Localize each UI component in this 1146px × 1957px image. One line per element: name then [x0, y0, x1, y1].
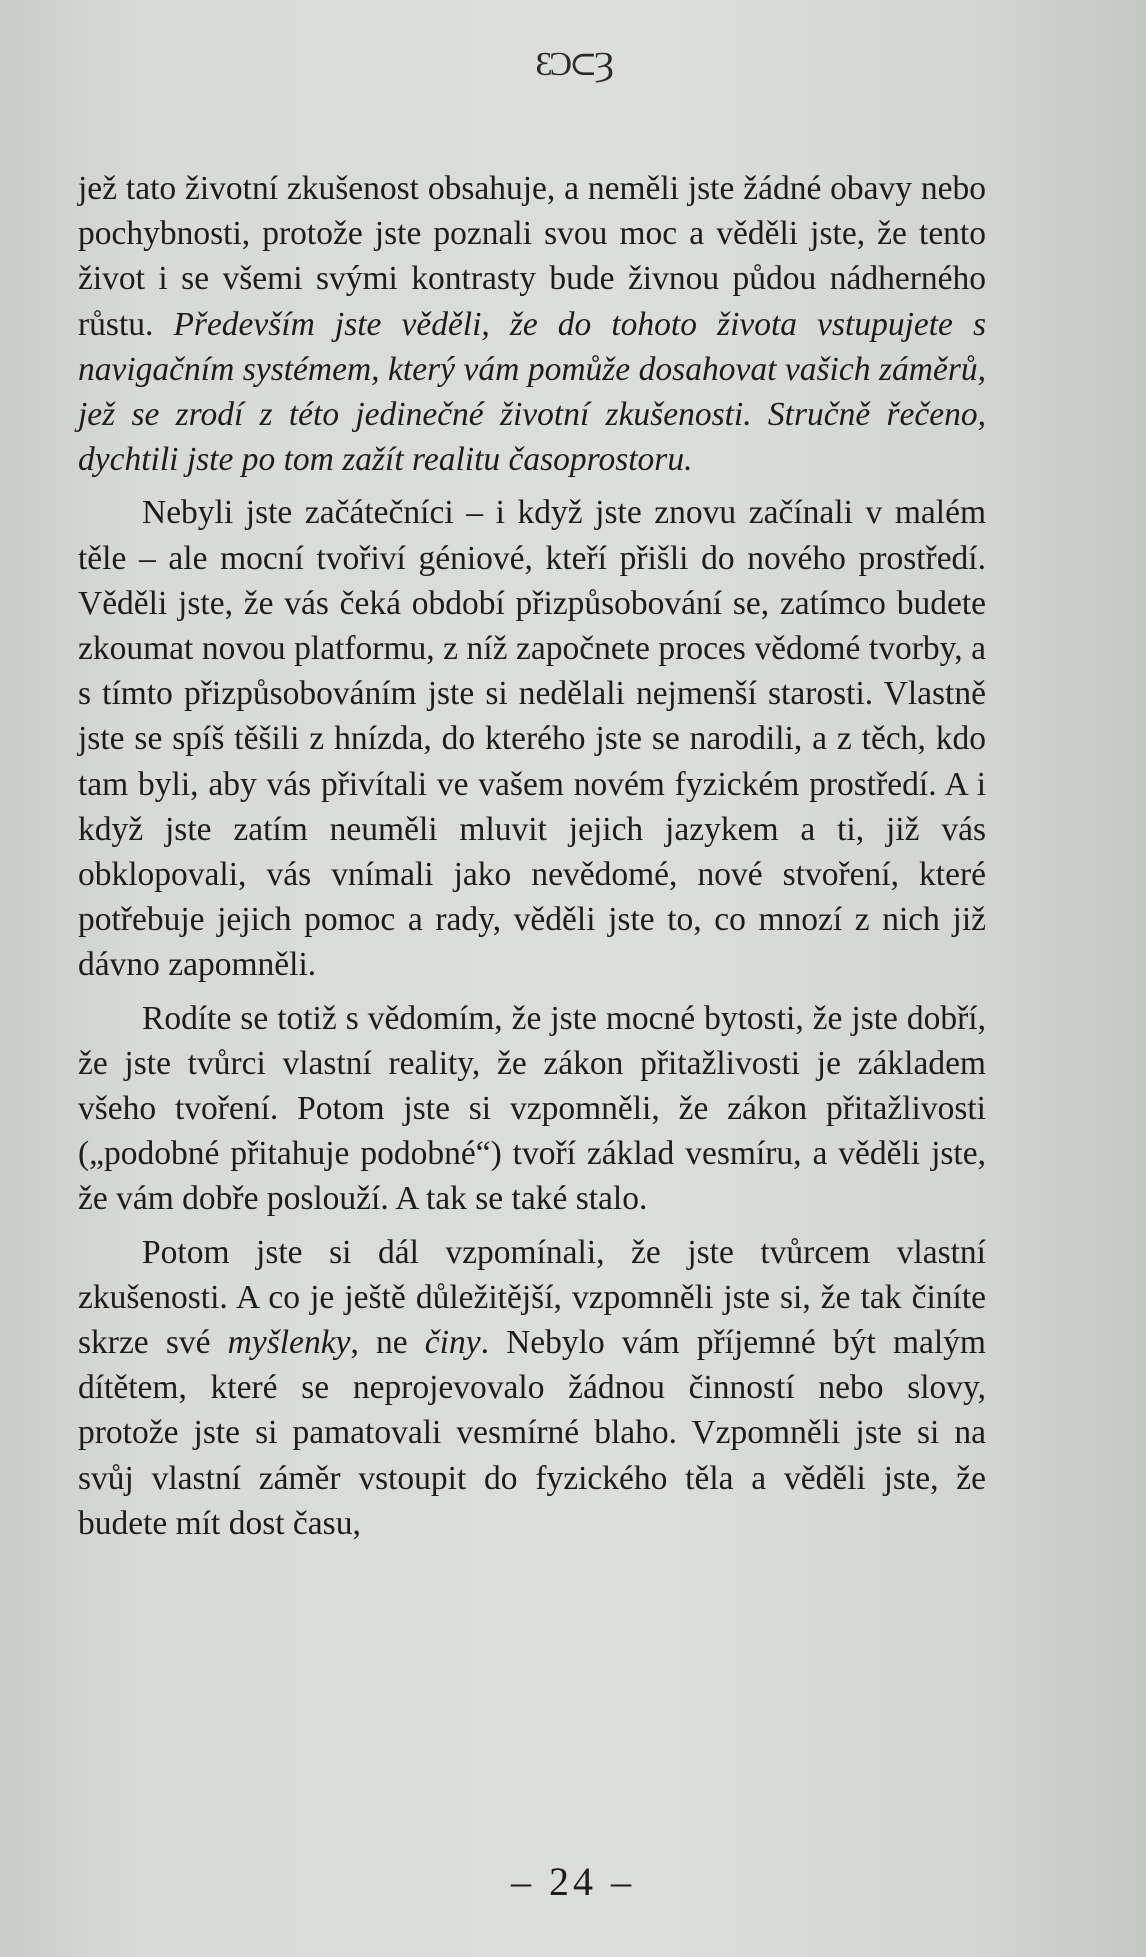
- paragraph-2: [78, 490, 986, 987]
- paragraph-3-segment-1: Rodíte se totiž s vědomím, že jste mocné bytosti, že jste dobří, že jste tvůrci vlastní reality, že zákon přitažlivosti je základem všeho tvoření. Potom jste si vzpomněli, že zákon přitažlivosti („podobné přitahuje podobné“) tvoří základ vesmíru, a věděli jste, že vám dobře poslouží. A tak se také stalo.: [78, 999, 986, 1218]
- paragraph-4-segment-2-italic: myšlenky: [227, 1324, 351, 1362]
- header-ornament: ƐƆ⊂Ȝ: [535, 46, 611, 83]
- paragraph-1-segment-1: jež tato životní zkušenost obsahuje, a neměli jste žádné obavy nebo pochybnosti, protože jste poznali svou moc a věděli jste, že tento život i se všemi svými kontrasty bude živnou půdou nádherného růstu.: [78, 170, 986, 343]
- paragraph-4: [78, 1230, 986, 1546]
- body-text: [78, 166, 986, 1554]
- paragraph-1: [78, 166, 986, 482]
- paragraph-4-segment-3: , ne: [350, 1324, 425, 1362]
- paragraph-3: [78, 996, 986, 1222]
- paragraph-4-segment-4-italic: činy: [424, 1324, 481, 1362]
- paragraph-4-segment-5: . Nebylo vám příjemné být malým dítětem, které se neprojevovalo žádnou činností nebo slovy, protože jste si pamatovali vesmírné blaho. Vzpomněli jste si na svůj vlastní záměr vstoupit do fyzického těla a věděli jste, že budete mít dost času,: [78, 1324, 986, 1542]
- paragraph-2-segment-1: Nebyli jste začátečníci – i když jste znovu začínali v malém těle – ale mocní tvořiví géniové, kteří přišli do nového prostředí. Věděli jste, že vás čeká období přizpůsobování se, zatímco budete zkoumat novou platformu, z níž započnete proces vědomé tvorby, a s tímto přizpůsobováním jste si nedělali nejmenší starosti. Vlastně jste se spíš těšili z hnízda, do kterého jste se narodili, a z těch, kdo tam byli, aby vás přivítali ve vašem novém fyzickém prostředí. A i když jste zatím neuměli mluvit jejich jazykem a ti, již vás obklopovali, vás vnímali jako nevědomé, nové stvoření, které potřebuje jejich pomoc a rady, věděli jste to, co mnozí z nich již dávno zapomněli.: [78, 494, 986, 984]
- page-number: – 24 –: [511, 1859, 635, 1904]
- paragraph-4-segment-1: Potom jste si dál vzpomínali, že jste tvůrcem vlastní zkušenosti. A co je ještě důležitější, vzpomněli jste si, že tak činíte skrze své: [78, 1233, 986, 1362]
- paragraph-1-segment-2-italic: Především jste věděli, že do tohoto života vstupujete s navigačním systémem, který vám pomůže dosahovat vašich záměrů, jež se zrodí z této jedinečné životní zkušenosti. Stručně řečeno, dychtili jste po tom zažít realitu časoprostoru.: [78, 305, 987, 479]
